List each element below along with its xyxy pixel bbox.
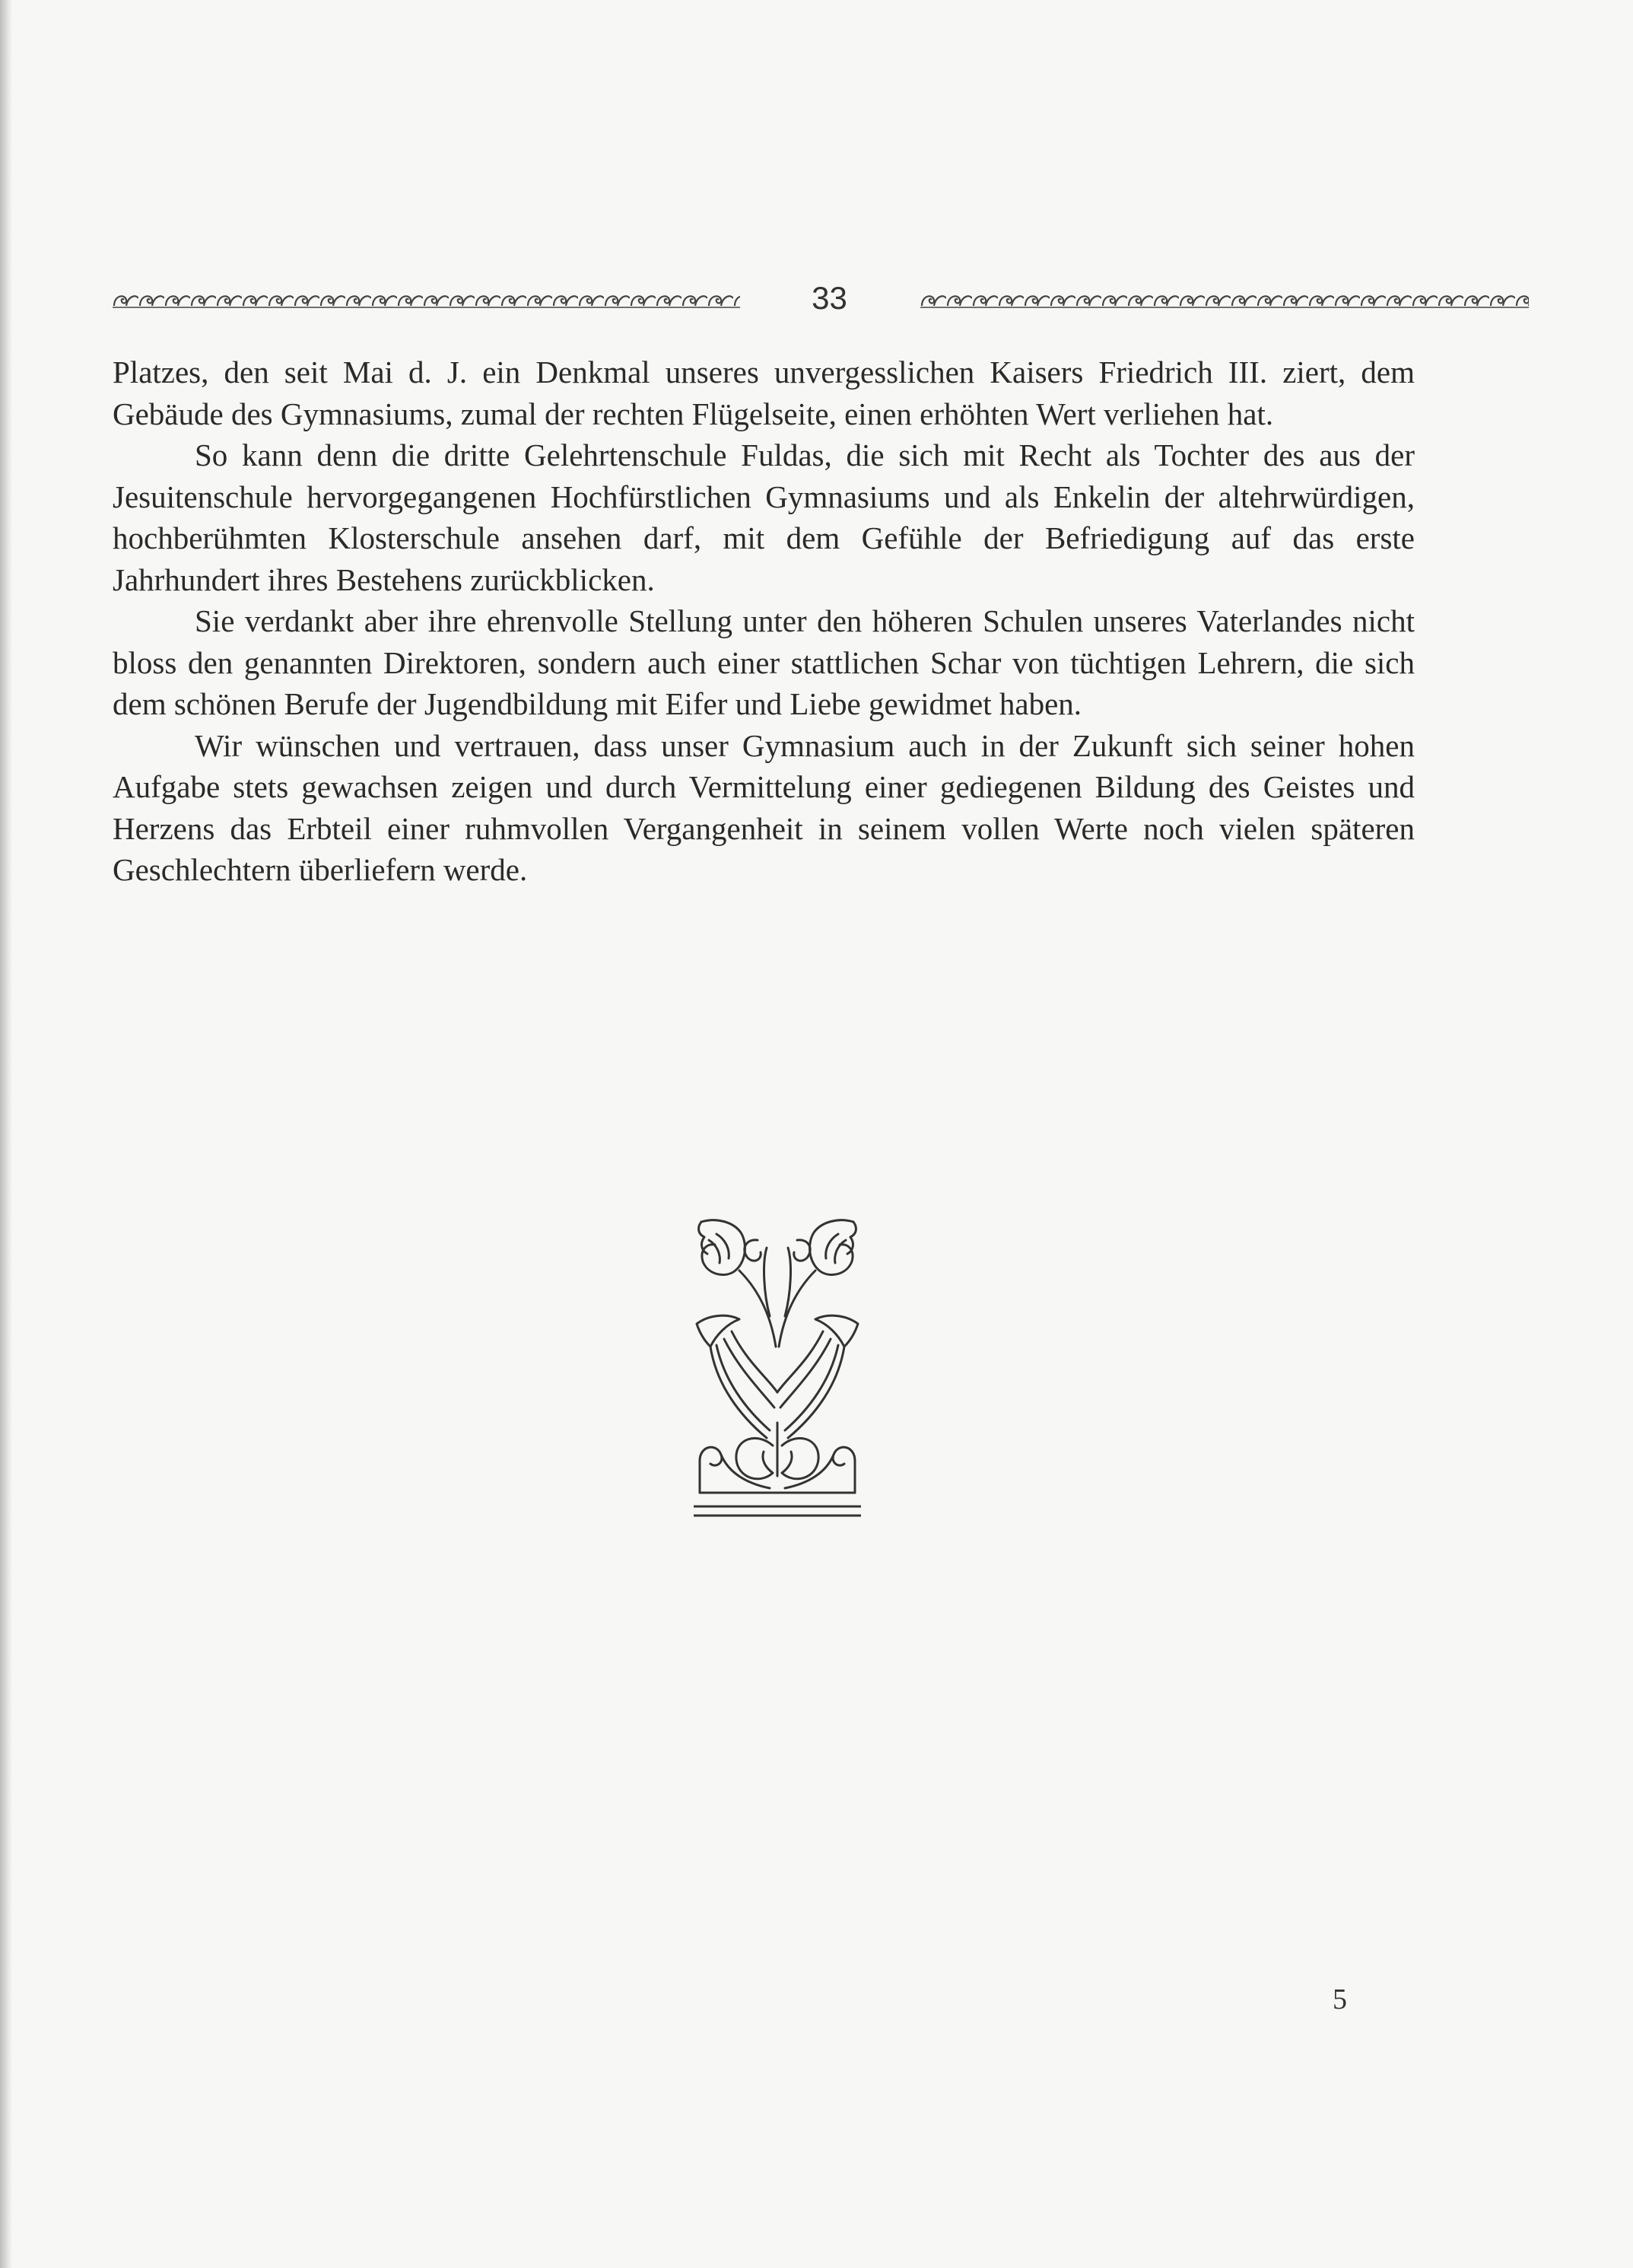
wave-border-left-icon (113, 291, 740, 310)
art-nouveau-floral-vignette-icon (694, 1217, 861, 1523)
body-text (113, 351, 1415, 891)
page-edge-shadow (0, 0, 12, 2268)
wave-border-right-icon (920, 291, 1529, 310)
paragraph-3: Sie verdankt aber ihre ehrenvolle Stellung unter den höheren Schulen unseres Vaterlandes nicht bloss den genannten Direktoren, sondern auch einer stattlichen Schar von tüchtigen Lehrern, die sich dem schönen Berufe der Jugendbildung mit Eifer und Liebe gewidmet haben. (113, 603, 1415, 721)
page-number: 33 (812, 280, 847, 316)
paragraph-2: So kann denn die dritte Gelehrtenschule Fuldas, die sich mit Recht als Tochter des aus der Jesuitenschule hervorgegangenen Hochfürstlichen Gymnasiums und als Enkelin der altehrwürdigen, hochberühmten Klosterschule ansehen darf, mit dem Gefühle der Befriedigung auf das erste Jahrhundert ihres Bestehens zurückblicken. (113, 437, 1415, 597)
paragraph-4: Wir wünschen und vertrauen, dass unser Gymnasium auch in der Zukunft sich seiner hohen Aufgabe stets gewachsen zeigen und durch Vermittelung einer gediegenen Bildung des Geistes und Herzens das Erbteil einer ruhmvollen Vergangenheit in seinem vollen Werte noch vielen späteren Geschlechtern überliefern werde. (113, 727, 1415, 887)
sheet-number: 5 (1333, 1983, 1347, 2015)
paragraph-1: Platzes, den seit Mai d. J. ein Denkmal unseres unvergesslichen Kaisers Friedrich III. ziert, dem Gebäude des Gymnasiums, zumal der rechten Flügelseite, einen erhöhten Wert verliehen hat. (113, 355, 1415, 431)
page-header (113, 280, 1415, 320)
